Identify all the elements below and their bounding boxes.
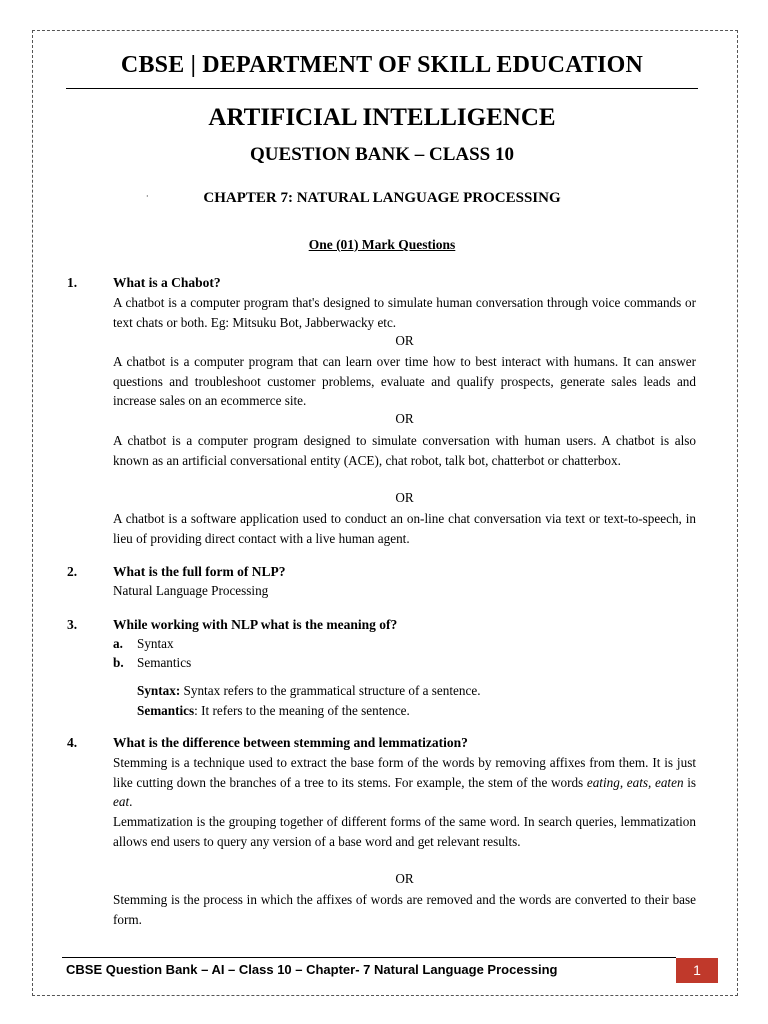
or-separator: OR bbox=[395, 333, 414, 348]
question-text: What is the difference between stemming and lemmatization? bbox=[113, 735, 468, 750]
or-separator: OR bbox=[395, 871, 414, 886]
answer-paragraph: A chatbot is a computer program that can learn over time how to best interact with humans. It can answer questions and troubleshoot customer problems, evaluate and qualify prospects, generate sales leads and increase sales on an ecommerce site. bbox=[113, 354, 696, 409]
answer-paragraph bbox=[113, 753, 696, 812]
page-number: 1 bbox=[676, 958, 718, 983]
answer-paragraph: A chatbot is a software application used to conduct an on-line chat conversation via text or text-to-speech, in lieu of providing direct contact with a live human agent. bbox=[113, 511, 696, 546]
section-heading: One (01) Mark Questions bbox=[308, 237, 456, 252]
text: is bbox=[683, 774, 697, 790]
answer-paragraph: Stemming is the process in which the affixes of words are removed and the words are converted to their base form. bbox=[113, 892, 696, 927]
definition-semantics bbox=[137, 703, 410, 719]
page-subtitle: QUESTION BANK – CLASS 10 bbox=[250, 144, 514, 165]
text: . bbox=[129, 794, 133, 810]
definition: : It refers to the meaning of the sentence. bbox=[194, 703, 410, 718]
header-rule bbox=[66, 88, 698, 89]
list-marker: b. bbox=[113, 655, 124, 670]
definition: Syntax refers to the grammatical structure of a sentence. bbox=[180, 683, 481, 698]
definition-syntax bbox=[137, 683, 481, 699]
question-text: While working with NLP what is the meaning of? bbox=[113, 617, 398, 632]
question-number: 4. bbox=[67, 735, 78, 750]
result: eat bbox=[113, 794, 130, 810]
answer-paragraph: A chatbot is a computer program that's designed to simulate human conversation through voice commands or text chats or both. Eg: Mitsuku Bot, Jabberwacky etc. bbox=[113, 295, 696, 330]
footer-text: CBSE Question Bank – AI – Class 10 – Chapter- 7 Natural Language Processing bbox=[66, 962, 558, 977]
term: Semantics bbox=[137, 703, 195, 718]
list-item: Semantics bbox=[137, 655, 192, 670]
term: Syntax: bbox=[137, 683, 181, 698]
answer-paragraph: Lemmatization is the grouping together of different forms of the same word. In search queries, lemmatization allows end users to query any version of a base word and get relevant results. bbox=[113, 814, 696, 849]
list-marker: a. bbox=[113, 636, 123, 651]
page-title: ARTIFICIAL INTELLIGENCE bbox=[208, 104, 556, 131]
text: Stemming is a technique used to extract the base form of the words by removing affixes from them. It is just like cutting down the branches of a tree to its stems. For example, the stem of the words bbox=[113, 755, 696, 790]
chapter-heading: CHAPTER 7: NATURAL LANGUAGE PROCESSING bbox=[203, 190, 561, 206]
question-number: 1. bbox=[67, 275, 78, 290]
stray-dot: · bbox=[146, 192, 149, 201]
department-heading: CBSE | DEPARTMENT OF SKILL EDUCATION bbox=[120, 52, 644, 78]
question-text: What is a Chabot? bbox=[113, 275, 221, 290]
or-separator: OR bbox=[395, 411, 414, 426]
list-item: Syntax bbox=[137, 636, 174, 651]
question-number: 3. bbox=[67, 617, 78, 632]
question-text: What is the full form of NLP? bbox=[113, 564, 286, 579]
answer-paragraph: A chatbot is a computer program designed to simulate conversation with human users. A chatbot is also known as an artificial conversational entity (ACE), chat robot, talk bot, chatterbot or chatterbox. bbox=[113, 433, 696, 468]
examples: eating, eats, eaten bbox=[586, 774, 684, 790]
or-separator: OR bbox=[395, 490, 414, 505]
answer-text: Natural Language Processing bbox=[113, 583, 269, 598]
footer-rule bbox=[62, 957, 676, 958]
question-number: 2. bbox=[67, 564, 78, 579]
